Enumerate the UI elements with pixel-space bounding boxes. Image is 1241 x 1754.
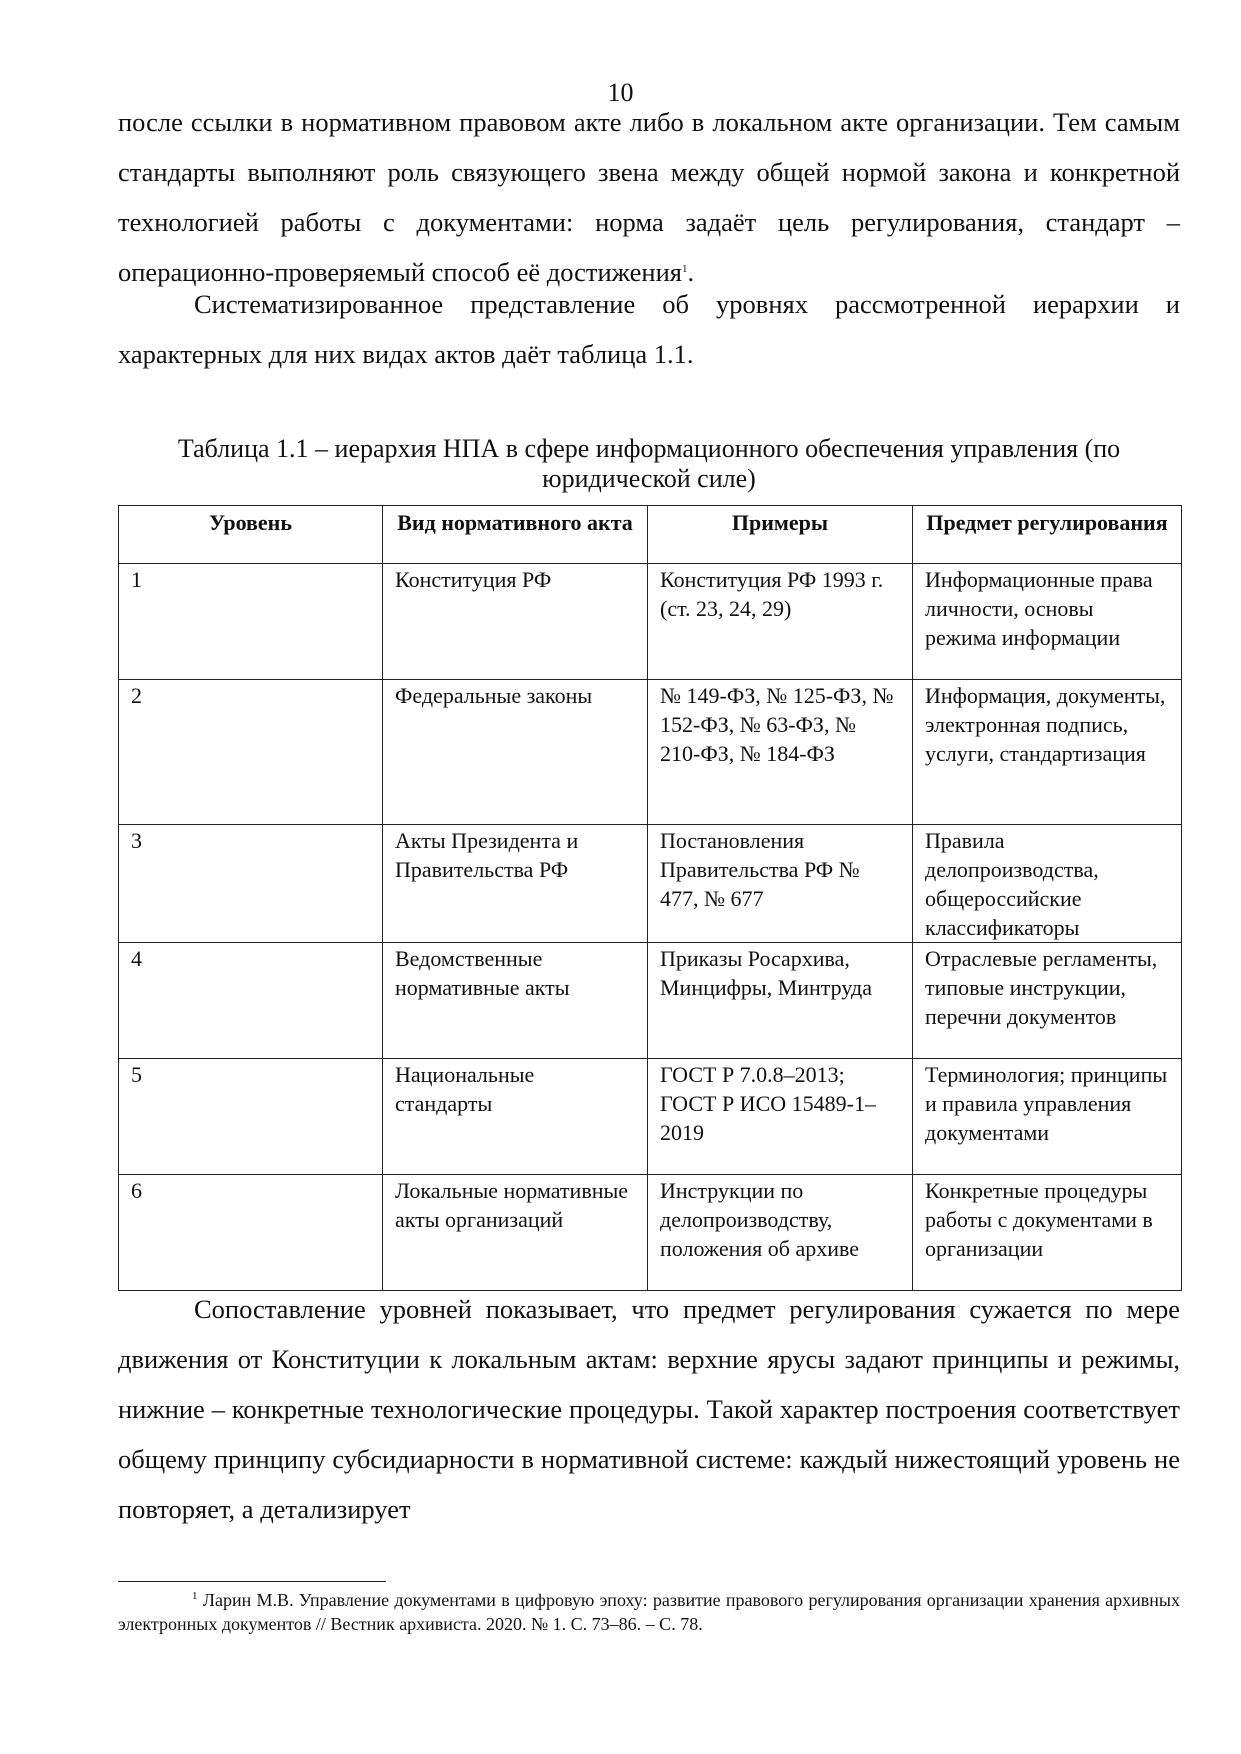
cell-examples: Приказы Росархива, Минцифры, Минтруда [648, 943, 913, 1059]
cell-act-type: Акты Президента и Правительства РФ [383, 825, 648, 943]
cell-subject: Информация, документы, электронная подпись, услуги, стандартизация [913, 680, 1182, 825]
table-row [119, 1059, 1182, 1175]
cell-act-type: Конституция РФ [383, 564, 648, 680]
cell-examples: Инструкции по делопроизводству, положения об архиве [648, 1175, 913, 1291]
header-act-type: Вид нормативного акта [383, 506, 648, 564]
cell-act-type: Национальные стандарты [383, 1059, 648, 1175]
cell-subject: Терминология; принципы и правила управления документами [913, 1059, 1182, 1175]
footnote-separator [118, 1581, 386, 1582]
footnote-text: Ларин М.В. Управление документами в цифровую эпоху: развитие правового регулирования организации хранения архивных электронных документов // Вестник архивиста. 2020. № 1. С. 73–86. – С. 78. [118, 1590, 1180, 1634]
table-caption: Таблица 1.1 – иерархия НПА в сфере информационного обеспечения управления (по юридической силе) [177, 434, 1121, 493]
table-row [119, 943, 1182, 1059]
npa-hierarchy-table [118, 505, 1182, 1291]
cell-subject: Отраслевые регламенты, типовые инструкции, перечни документов [913, 943, 1182, 1059]
cell-examples: № 149-ФЗ, № 125-ФЗ, № 152-ФЗ, № 63-ФЗ, № 210-ФЗ, № 184-ФЗ [648, 680, 913, 825]
footnote [118, 1588, 1180, 1636]
header-level: Уровень [119, 506, 383, 564]
table-row [119, 564, 1182, 680]
cell-act-type: Ведомственные нормативные акты [383, 943, 648, 1059]
paragraph-1-text: после ссылки в нормативном правовом акте либо в локальном акте организации. Тем самым стандарты выполняют роль связующего звена между общей нормой закона и конкретной технологией работы с документами: норма задаёт цель регулирования, стандарт – операционно-проверяемый способ её достижения [118, 107, 1180, 287]
table-row [119, 825, 1182, 943]
cell-level: 4 [119, 943, 383, 1059]
paragraph-3: Сопоставление уровней показывает, что предмет регулирования сужается по мере движения от Конституции к локальным актам: верхние ярусы задают принципы и режимы, нижние – конкретные технологические процедуры. Такой характер построения соответствует общему принципу субсидиарности в нормативной системе: каждый нижестоящий уровень не повторяет, а детализирует [118, 1294, 1180, 1524]
cell-act-type: Локальные нормативные акты организаций [383, 1175, 648, 1291]
cell-examples: ГОСТ Р 7.0.8–2013; ГОСТ Р ИСО 15489-1–2019 [648, 1059, 913, 1175]
paragraph-1 [118, 97, 1180, 297]
cell-examples: Конституция РФ 1993 г. (ст. 23, 24, 29) [648, 564, 913, 680]
table-row [119, 680, 1182, 825]
cell-subject: Информационные права личности, основы режима информации [913, 564, 1182, 680]
paragraph-1-period: . [687, 257, 695, 287]
cell-level: 2 [119, 680, 383, 825]
cell-examples: Постановления Правительства РФ № 477, № 677 [648, 825, 913, 943]
cell-subject: Правила делопроизводства, общероссийские классификаторы [913, 825, 1182, 943]
cell-level: 3 [119, 825, 383, 943]
footnote-reference[interactable]: 1 [681, 263, 688, 275]
cell-act-type: Федеральные законы [383, 680, 648, 825]
page-number: 10 [607, 78, 634, 107]
table-header-row [119, 506, 1182, 564]
header-subject: Предмет регулирования [913, 506, 1182, 564]
footnote-marker: 1 [192, 1590, 198, 1602]
table-row [119, 1175, 1182, 1291]
header-examples: Примеры [648, 506, 913, 564]
cell-level: 6 [119, 1175, 383, 1291]
cell-level: 1 [119, 564, 383, 680]
cell-subject: Конкретные процедуры работы с документами в организации [913, 1175, 1182, 1291]
paragraph-2: Систематизированное представление об уровнях рассмотренной иерархии и характерных для них видах актов даёт таблица 1.1. [118, 289, 1180, 369]
cell-level: 5 [119, 1059, 383, 1175]
